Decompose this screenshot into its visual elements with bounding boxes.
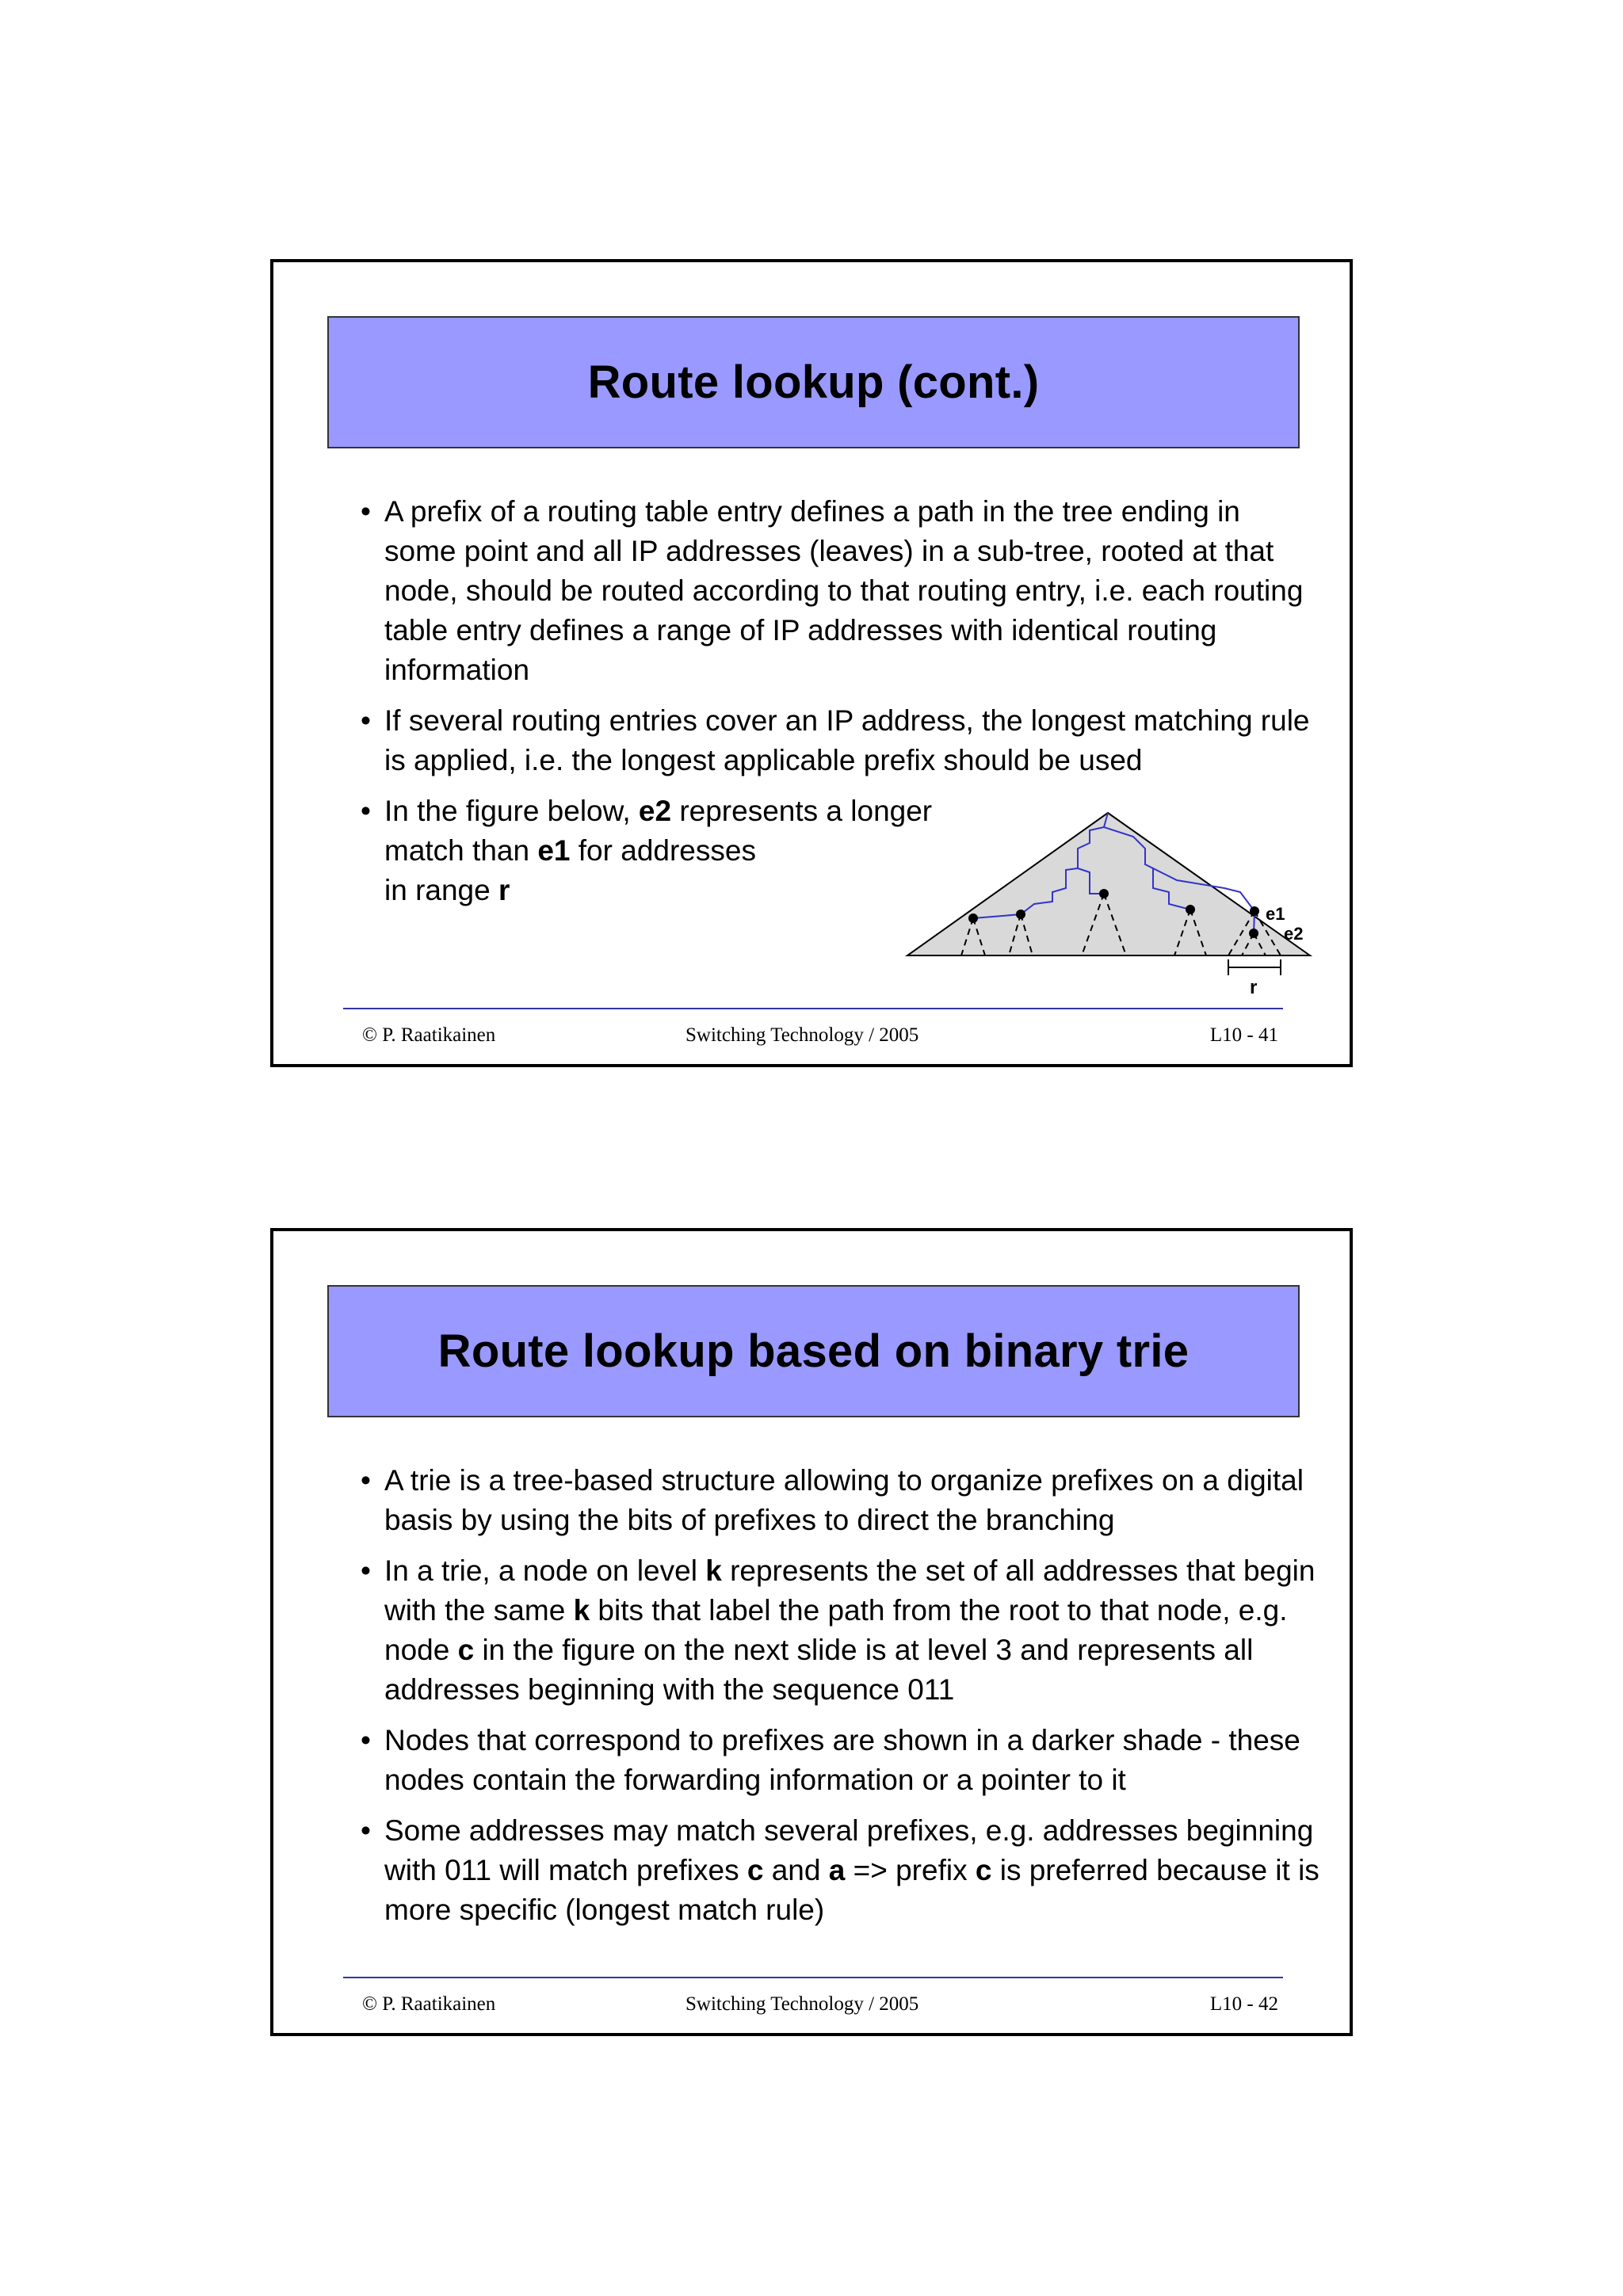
slide-title: Route lookup based on binary trie <box>437 1325 1190 1377</box>
footer-copyright: © P. Raatikainen <box>362 1993 496 2015</box>
slide-title: Route lookup (cont.) <box>587 357 1040 408</box>
footer-copyright: © P. Raatikainen <box>362 1024 496 1046</box>
bold-k: k <box>573 1594 590 1627</box>
bullet-dot-icon: • <box>361 1464 371 1497</box>
text-run: for addresses <box>570 834 756 867</box>
text-run: represents a longer <box>671 795 933 827</box>
text-run: Some addresses may match several prefixes, e.g. addresses beginning with 011 will match prefixes <box>384 1814 1314 1886</box>
text-run: In a trie, a node on level <box>384 1554 706 1587</box>
bullet-text <box>384 1814 1319 1926</box>
text-run: and <box>763 1854 829 1886</box>
label-e2: e2 <box>1284 924 1304 944</box>
bullet-text: A trie is a tree-based structure allowing to organize prefixes on a digital basis by using the bits of prefixes to direct the branching <box>384 1464 1304 1536</box>
bullet-item <box>361 1721 1319 1800</box>
bullet-item <box>361 1811 1319 1930</box>
slide-41 <box>270 259 1353 1067</box>
footer-page: L10 - 41 <box>1209 1024 1278 1046</box>
bold-e2: e2 <box>638 795 672 827</box>
text-run: is preferred because it is more specific (longest match rule) <box>384 1854 1319 1926</box>
bullet-dot-icon: • <box>361 704 371 737</box>
footer-divider <box>343 1008 1283 1009</box>
slide-title-box <box>327 316 1300 448</box>
bold-c: c <box>457 1634 475 1666</box>
bullet-item <box>361 1551 1319 1710</box>
slide-title-box <box>327 1285 1300 1417</box>
text-run: represents the set of all addresses that begin with the same <box>384 1554 1316 1627</box>
bullet-item <box>361 492 1319 690</box>
bullet-text: If several routing entries cover an IP address, the longest matching rule is applied, i.e. the longest applicable prefix should be used <box>384 704 1310 776</box>
prefix-tree-figure <box>828 813 1304 998</box>
label-r: r <box>1250 977 1258 998</box>
text-run: In the figure below, <box>384 795 639 827</box>
bullet-item <box>361 1461 1319 1540</box>
footer-course: Switching Technology / 2005 <box>685 1024 919 1046</box>
bullet-text <box>384 1554 1315 1706</box>
bold-a: a <box>828 1854 846 1886</box>
footer-divider <box>343 1977 1283 1978</box>
label-e1: e1 <box>1266 904 1285 924</box>
text-run: bits that label the path from the root to that node, e.g. node <box>384 1594 1288 1666</box>
bullet-dot-icon: • <box>361 1814 371 1847</box>
bullet-list <box>361 1461 1319 1941</box>
text-run: match than <box>384 834 538 867</box>
bold-c: c <box>975 1854 992 1886</box>
bullet-item <box>361 701 1319 780</box>
text-run: in range <box>384 874 498 906</box>
bold-e1: e1 <box>537 834 571 867</box>
range-marker <box>1228 959 1281 975</box>
bullet-text: Nodes that correspond to prefixes are shown in a darker shade - these nodes contain the forwarding information or a pointer to it <box>384 1724 1300 1796</box>
bold-c: c <box>747 1854 764 1886</box>
slide-42 <box>270 1228 1353 2036</box>
bullet-dot-icon: • <box>361 495 371 528</box>
bold-k: k <box>705 1554 722 1587</box>
bullet-dot-icon: • <box>361 1554 371 1587</box>
text-run: => prefix <box>845 1854 976 1886</box>
text-run: in the figure on the next slide is at level 3 and represents all addresses beginning with the sequence 011 <box>384 1634 1254 1706</box>
footer-page: L10 - 42 <box>1209 1993 1278 2015</box>
bullet-text: A prefix of a routing table entry defines a path in the tree ending in some point and all IP addresses (leaves) in a sub-tree, rooted at that node, should be routed according to that routing entry, i.e. each routing table entry defines a range of IP addresses with identical routing information <box>384 495 1304 686</box>
bullet-dot-icon: • <box>361 1724 371 1756</box>
bold-r: r <box>498 874 510 906</box>
footer-course: Switching Technology / 2005 <box>685 1993 919 2015</box>
bullet-dot-icon: • <box>361 795 371 827</box>
